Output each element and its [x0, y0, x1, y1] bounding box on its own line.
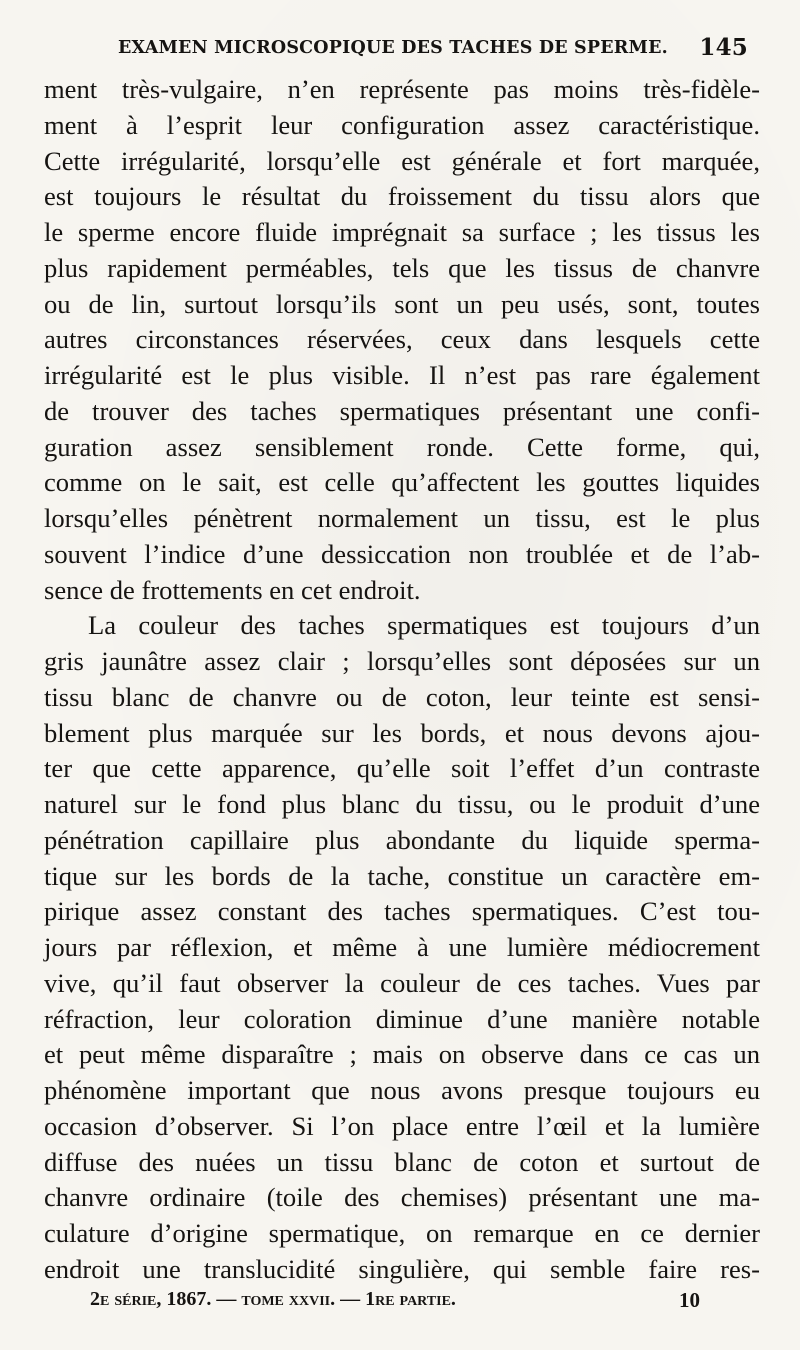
text-line: plus rapidement perméables, tels que les tissus de chanvre: [44, 252, 760, 283]
text-line: ou de lin, surtout lorsqu’ils sont un peu usés, sont, toutes: [44, 288, 760, 319]
text-line: chanvre ordinaire (toile des chemises) présentant une ma-: [44, 1182, 760, 1213]
text-line: blement plus marquée sur les bords, et nous devons ajou-: [44, 717, 760, 748]
text-line: le sperme encore fluide imprégnait sa surface ; les tissus les: [44, 217, 760, 247]
text-line: guration assez sensiblement ronde. Cette forme, qui,: [44, 431, 760, 462]
text-line: naturel sur le fond plus blanc du tissu, ou le produit d’une: [44, 789, 760, 819]
text-line: ment à l’esprit leur configuration assez caractéristique.: [44, 109, 760, 140]
text-line: gris jaunâtre assez clair ; lorsqu’elles sont déposées sur un: [44, 646, 760, 676]
text-line: autres circonstances réservées, ceux dans lesquels cette: [44, 324, 760, 355]
text-line: souvent l’indice d’une dessiccation non troublée et de l’ab-: [44, 538, 760, 569]
page-footer: [90, 1288, 710, 1318]
body-text: [44, 72, 760, 1288]
series-info: 2e série, 1867. — tome xxvii. — 1re partie.: [90, 1288, 456, 1310]
text-line: endroit une translucidité singulière, qui semble faire res-: [44, 1253, 760, 1284]
text-line: et peut même disparaître ; mais on observe dans ce cas un: [44, 1039, 760, 1070]
text-line: tique sur les bords de la tache, constitue un caractère em-: [44, 860, 760, 891]
text-line: de trouver des taches spermatiques présentant une confi-: [44, 395, 760, 426]
signature-mark: 10: [679, 1288, 700, 1312]
paragraph-start-line: La couleur des taches spermatiques est toujours d’un: [88, 610, 760, 641]
text-line: diffuse des nuées un tissu blanc de coton et surtout de: [44, 1146, 760, 1177]
text-line: pirique assez constant des taches spermatiques. C’est tou-: [44, 896, 760, 927]
text-line: irrégularité est le plus visible. Il n’est pas rare également: [44, 360, 760, 390]
text-line: lorsqu’elles pénètrent normalement un tissu, est le plus: [44, 503, 760, 533]
paragraph-end-line: sence de frottements en cet endroit.: [44, 574, 421, 605]
running-header: [118, 36, 758, 62]
text-line: est toujours le résultat du froissement du tissu alors que: [44, 181, 760, 212]
text-line: ter que cette apparence, qu’elle soit l’effet d’un contraste: [44, 753, 760, 784]
text-line: pénétration capillaire plus abondante du liquide sperma-: [44, 824, 760, 855]
page-number: 145: [699, 34, 748, 61]
text-line: Cette irrégularité, lorsqu’elle est générale et fort marquée,: [44, 145, 760, 176]
running-title: EXAMEN MICROSCOPIQUE DES TACHES DE SPERME.: [118, 38, 668, 58]
text-line: phénomène important que nous avons presque toujours eu: [44, 1075, 760, 1105]
text-line: vive, qu’il faut observer la couleur de ces taches. Vues par: [44, 967, 760, 998]
text-line: réfraction, leur coloration diminue d’une manière notable: [44, 1003, 760, 1034]
text-line: ment très-vulgaire, n’en représente pas moins très-fidèle-: [44, 74, 760, 104]
text-line: jours par réflexion, et même à une lumière médiocrement: [44, 932, 760, 962]
text-line: comme on le sait, est celle qu’affectent les gouttes liquides: [44, 467, 760, 498]
text-line: occasion d’observer. Si l’on place entre l’œil et la lumière: [44, 1110, 760, 1141]
text-line: tissu blanc de chanvre ou de coton, leur teinte est sensi-: [44, 681, 760, 712]
text-line: culature d’origine spermatique, on remarque en ce dernier: [44, 1218, 760, 1248]
